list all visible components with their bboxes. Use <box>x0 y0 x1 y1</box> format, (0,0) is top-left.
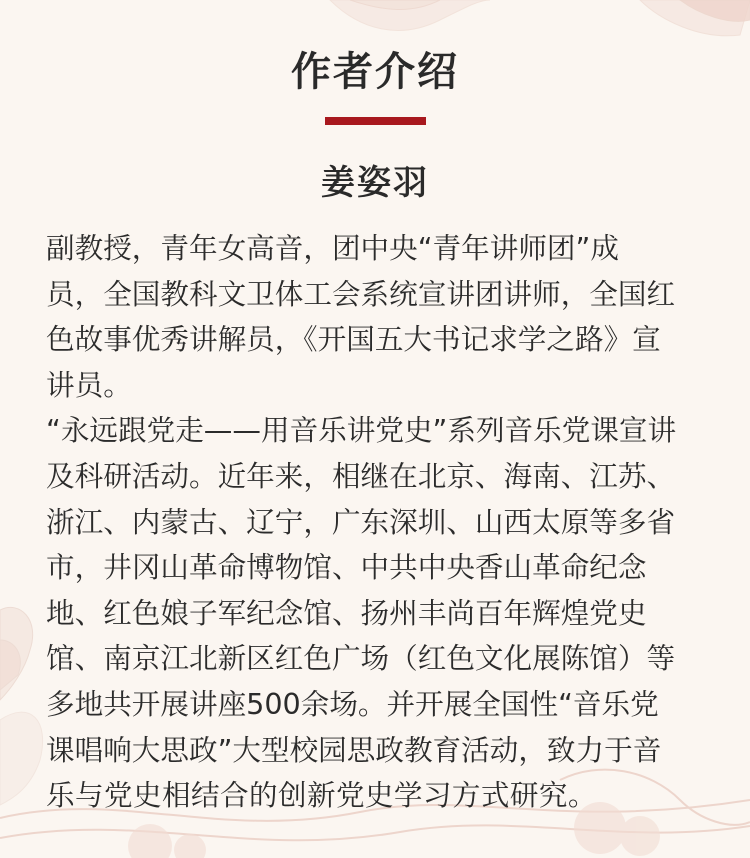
bio-line: 副教授，青年女高音，团中央“青年讲师团”成 <box>46 231 619 265</box>
bio-line: 馆、南京江北新区红色广场（红色文化展陈馆）等 <box>46 641 676 676</box>
bio-line: 地、红色娘子军纪念馆、扬州丰尚百年辉煌党史 <box>46 595 647 630</box>
bio-line: 及科研活动。近年来，相继在北京、海南、江苏、 <box>46 458 676 493</box>
bio-line: “永远跟党走——用音乐讲党史”系列音乐党课宣讲 <box>46 413 677 448</box>
bio-line: 课唱响大思政”大型校园思政教育活动，致力于音 <box>46 732 662 767</box>
bio-line: 员，全国教科文卫体工会系统宣讲团讲师，全国红 <box>46 276 676 311</box>
bio-line: 讲员。 <box>46 367 132 402</box>
author-bio <box>46 226 716 819</box>
author-name: 姜姿羽 <box>321 163 429 203</box>
bio-line: 乐与党史相结合的创新党史学习方式研究。 <box>46 778 597 813</box>
bio-line: 浙江、内蒙古、辽宁，广东深圳、山西太原等多省 <box>46 504 676 539</box>
bio-line: 市，井冈山革命博物馆、中共中央香山革命纪念 <box>46 550 647 585</box>
bio-line: 色故事优秀讲解员，《开国五大书记求学之路》宣 <box>46 322 661 357</box>
section-title: 作者介绍 <box>291 49 459 95</box>
bio-line: 多地共开展讲座500余场。并开展全国性“音乐党 <box>46 686 659 721</box>
title-underline <box>325 117 426 125</box>
